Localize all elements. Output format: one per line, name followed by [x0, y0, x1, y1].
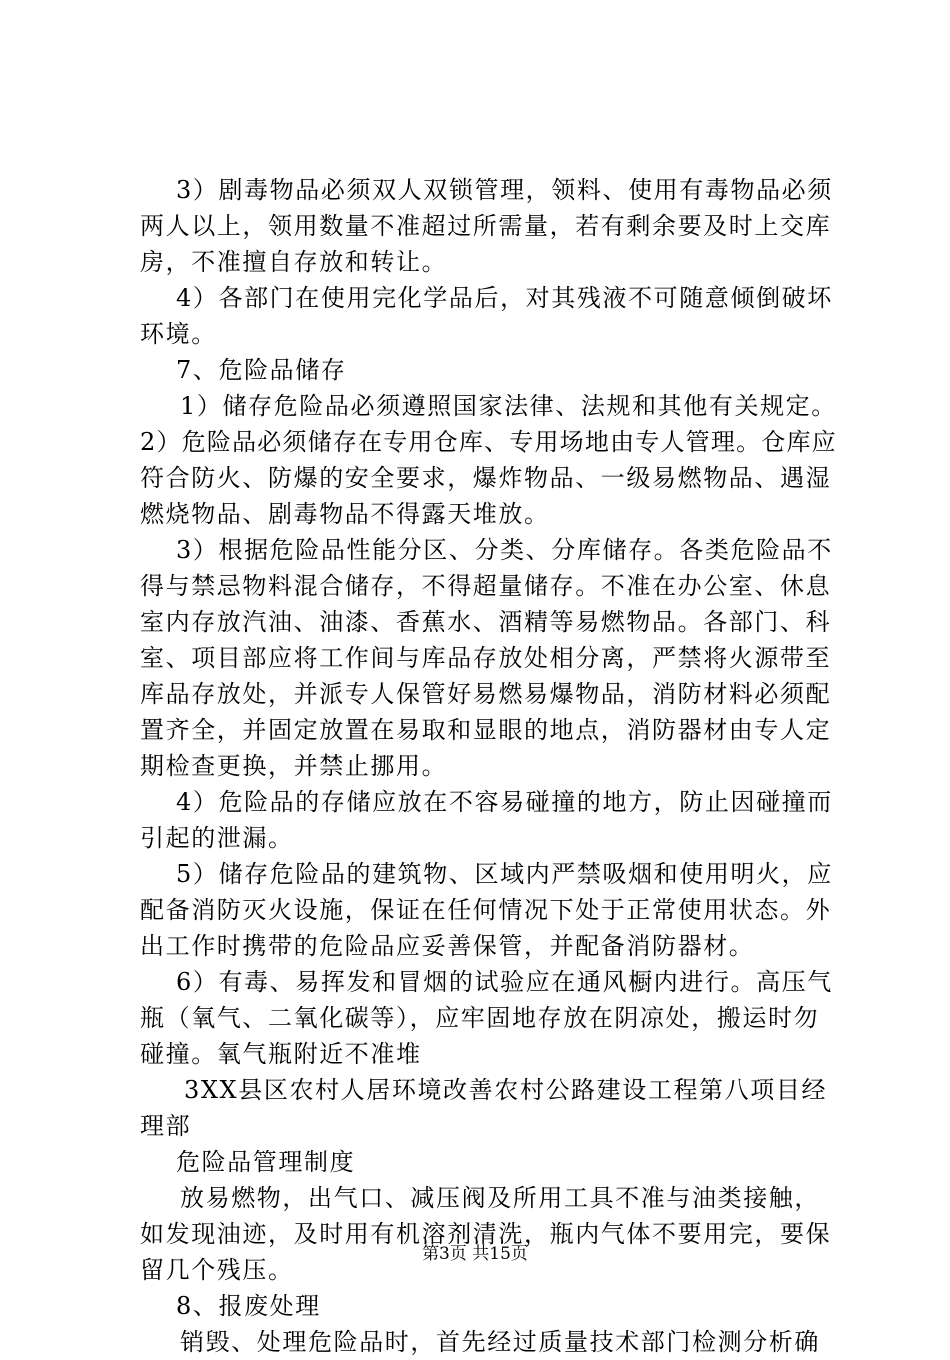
text-line: 出工作时携带的危险品应妥善保管，并配备消防器材。 [140, 932, 755, 960]
text-line: 销毁、处理危险品时，首先经过质量技术部门检测分析确 [180, 1328, 820, 1356]
text-line: 瓶（氧气、二氧化碳等），应牢固地存放在阴凉处，搬运时勿 [140, 1004, 820, 1032]
text-line: 危险品管理制度 [176, 1148, 356, 1176]
text-line: 碰撞。氧气瓶附近不准堆 [140, 1040, 422, 1068]
page-footer: 第3页 共15页 [422, 1244, 528, 1264]
text-line: 3XX县区农村人居环境改善农村公路建设工程第八项目经 [184, 1076, 828, 1104]
text-line: 房，不准擅自存放和转让。 [140, 248, 448, 276]
text-line: 环境。 [140, 320, 217, 348]
text-line: 两人以上，领用数量不准超过所需量，若有剩余要及时上交库 [140, 212, 832, 240]
text-line: 置齐全，并固定放置在易取和显眼的地点，消防器材由专人定 [140, 716, 832, 744]
text-line: 室内存放汽油、油漆、香蕉水、酒精等易燃物品。各部门、科 [140, 608, 832, 636]
text-line: 8、报废处理 [176, 1292, 321, 1320]
text-line: 室、项目部应将工作间与库品存放处相分离，严禁将火源带至 [140, 644, 832, 672]
text-line: 放易燃物，出气口、减压阀及所用工具不准与油类接触， [180, 1184, 820, 1212]
text-line: 配备消防灭火设施，保证在任何情况下处于正常使用状态。外 [140, 896, 832, 924]
text-line: 期检查更换，并禁止挪用。 [140, 752, 448, 780]
text-line: 2）危险品必须储存在专用仓库、专用场地由专人管理。仓库应 [140, 428, 837, 456]
text-line: 3）根据危险品性能分区、分类、分库储存。各类危险品不 [176, 536, 833, 564]
text-line: 5）储存危险品的建筑物、区域内严禁吸烟和使用明火，应 [176, 860, 833, 888]
text-line: 引起的泄漏。 [140, 824, 294, 852]
text-line: 4）危险品的存储应放在不容易碰撞的地方，防止因碰撞而 [176, 788, 833, 816]
text-line: 6）有毒、易挥发和冒烟的试验应在通风橱内进行。高压气 [176, 968, 833, 996]
text-line: 符合防火、防爆的安全要求，爆炸物品、一级易燃物品、遇湿 [140, 464, 832, 492]
text-line: 4）各部门在使用完化学品后，对其残液不可随意倾倒破坏 [176, 284, 833, 312]
text-line: 留几个残压。 [140, 1256, 294, 1284]
text-line: 如发现油迹，及时用有机溶剂清洗，瓶内气体不要用完，要保 [140, 1220, 832, 1248]
text-line: 3）剧毒物品必须双人双锁管理，领料、使用有毒物品必须 [176, 176, 833, 204]
text-line: 7、危险品储存 [176, 356, 347, 384]
text-line: 理部 [140, 1112, 192, 1140]
text-line: 燃烧物品、剧毒物品不得露天堆放。 [140, 500, 550, 528]
text-line: 1）储存危险品必须遵照国家法律、法规和其他有关规定。 [180, 392, 837, 420]
text-line: 库品存放处，并派专人保管好易燃易爆物品，消防材料必须配 [140, 680, 832, 708]
document-body [140, 172, 840, 1360]
text-line: 得与禁忌物料混合储存，不得超量储存。不准在办公室、休息 [140, 572, 832, 600]
